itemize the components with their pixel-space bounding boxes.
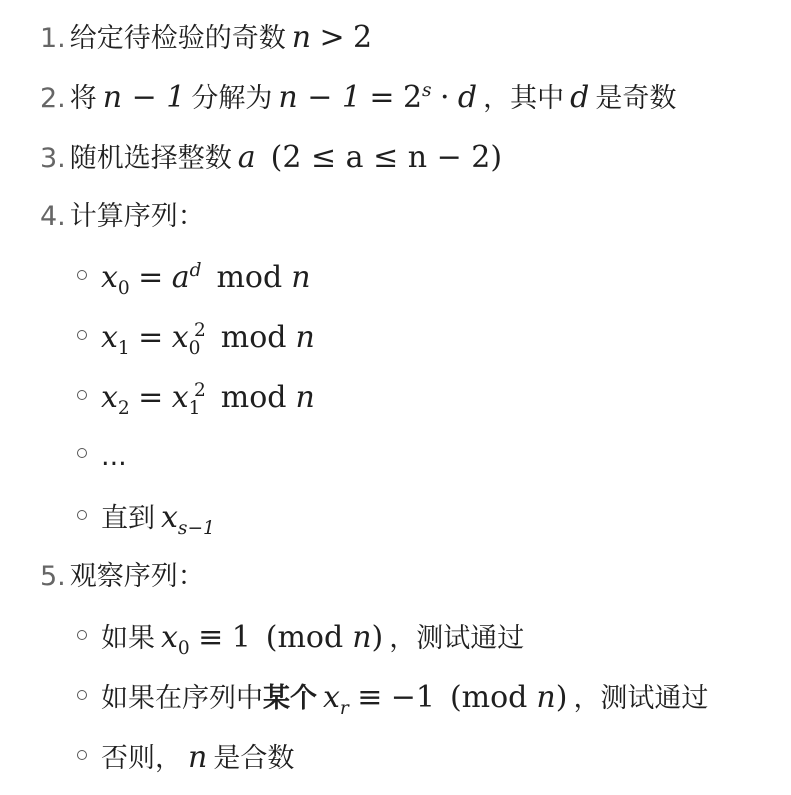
math-expression: n <box>188 740 208 775</box>
math-expression: $x_2 = x_1^2$ mod n <box>101 380 315 419</box>
circle-bullet-icon <box>77 510 87 520</box>
ellipsis-text: ... <box>101 441 127 472</box>
step-text: 是奇数 <box>595 83 677 114</box>
math-expression: n > 2 <box>291 20 373 55</box>
circle-bullet-icon <box>77 390 87 400</box>
step-1 <box>40 20 378 55</box>
list-item <box>77 620 525 659</box>
list-item <box>77 380 321 419</box>
item-text: ，测试通过 <box>573 683 709 714</box>
emphasis-text: 某个 <box>263 683 317 714</box>
list-item <box>77 500 221 539</box>
circle-bullet-icon <box>77 270 87 280</box>
circle-bullet-icon <box>77 630 87 640</box>
circle-bullet-icon <box>77 330 87 340</box>
step-text: ，其中 <box>483 83 565 114</box>
math-expression: a (2 ≤ a ≤ n − 2) <box>237 140 503 175</box>
item-text: 是合数 <box>213 743 295 774</box>
circle-bullet-icon <box>77 690 87 700</box>
item-text: 如果在序列中 <box>101 683 263 714</box>
step-number: 3. <box>40 143 66 174</box>
list-item <box>77 320 321 359</box>
item-text: 直到 <box>101 503 155 534</box>
math-expression: $x_1 = x_0^2$ mod n <box>101 320 315 359</box>
list-item <box>77 740 295 775</box>
math-expression: $x_0 \equiv 1$ (mod n) <box>161 620 384 659</box>
math-expression: $n - 1 = 2^s \cdot d$ <box>278 80 478 115</box>
list-item <box>77 443 127 470</box>
item-text: 否则， <box>101 743 182 774</box>
math-expression: $x_{s-1}$ <box>161 500 215 539</box>
step-text: 给定待检验的奇数 <box>69 23 286 54</box>
circle-bullet-icon <box>77 448 87 458</box>
circle-bullet-icon <box>77 750 87 760</box>
math-expression: $x_0 = a^d$ mod n <box>101 260 311 299</box>
step-text: 计算序列： <box>69 201 205 232</box>
step-2 <box>40 80 677 115</box>
step-number: 5. <box>40 561 66 592</box>
math-expression: $x_r \equiv -1$ (mod n) <box>323 680 568 719</box>
math-expression: d <box>570 80 590 115</box>
step-text: 观察序列： <box>69 561 205 592</box>
step-text: 分解为 <box>191 83 273 114</box>
item-text: 如果 <box>101 623 155 654</box>
step-text: 将 <box>69 83 97 114</box>
step-4 <box>40 203 205 230</box>
step-number: 2. <box>40 83 66 114</box>
step-text: 随机选择整数 <box>69 143 232 174</box>
item-text: ，测试通过 <box>389 623 525 654</box>
step-5 <box>40 563 205 590</box>
math-expression: n − 1 <box>102 80 186 115</box>
step-number: 1. <box>40 23 66 54</box>
step-number: 4. <box>40 201 66 232</box>
list-item <box>77 680 709 719</box>
step-3 <box>40 140 508 175</box>
list-item <box>77 260 317 299</box>
